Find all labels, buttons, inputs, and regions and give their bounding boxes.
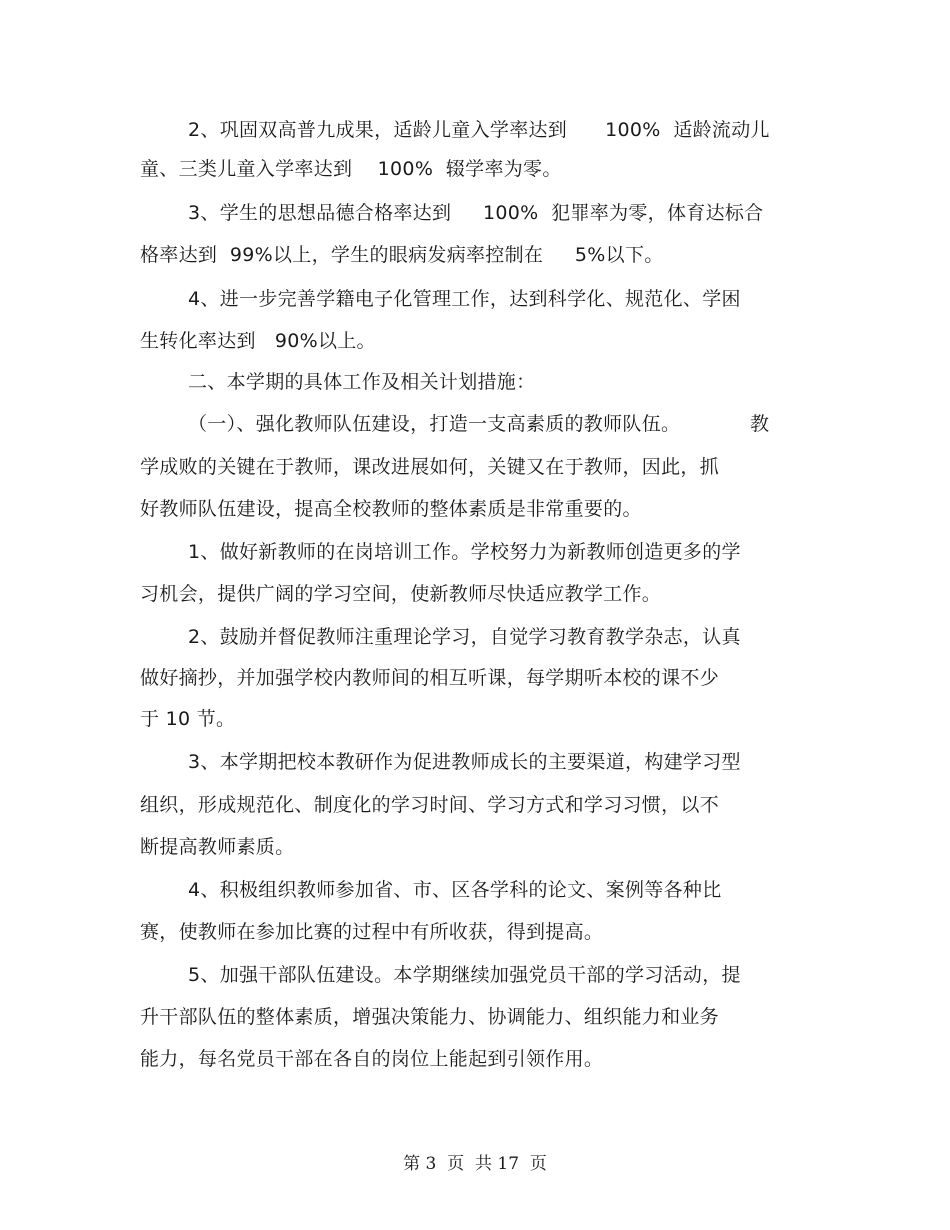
paragraph-line: 组织，形成规范化、制度化的学习时间、学习方式和学习习惯，以不 [140,794,720,816]
section-heading: 二、本学期的具体工作及相关计划措施： [188,371,536,393]
paragraph-line: 赛，使教师在参加比赛的过程中有所收获，得到提高。 [140,921,604,943]
paragraph-line: 生转化率达到 90%以上。 [140,330,376,352]
paragraph-line: 学成败的关键在于教师，课改进展如何，关键又在于教师，因此，抓 [140,456,720,478]
paragraph-line: 好教师队伍建设，提高全校教师的整体素质是非常重要的。 [140,498,642,520]
paragraph-line: 断提高教师素质。 [140,836,295,858]
paragraph-line: 做好摘抄，并加强学校内教师间的相互听课，每学期听本校的课不少 [140,667,720,689]
page-number-footer: 第 3 页 共 17 页 [403,1154,547,1174]
paragraph-line: 2、巩固双高普九成果，适龄儿童入学率达到 100% 适龄流动儿 [188,119,770,141]
paragraph-line: 能力，每名党员干部在各自的岗位上能起到引领作用。 [140,1048,604,1070]
paragraph-line: 习机会，提供广阔的学习空间，使新教师尽快适应教学工作。 [140,583,662,605]
paragraph-line: 1、做好新教师的在岗培训工作。学校努力为新教师创造更多的学 [188,541,741,563]
paragraph-line: 4、进一步完善学籍电子化管理工作，达到科学化、规范化、学困 [188,288,741,310]
subsection-heading: （一）、强化教师队伍建设，打造一支高素质的教师队伍。 教 [188,413,770,435]
paragraph-line: 童、三类儿童入学率达到 100% 辍学率为零。 [140,158,562,180]
paragraph-line: 3、学生的思想品德合格率达到 100% 犯罪率为零，体育达标合 [188,202,764,224]
paragraph-line: 3、本学期把校本教研作为促进教师成长的主要渠道，构建学习型 [188,751,741,773]
paragraph-line: 于 10 节。 [140,708,236,730]
paragraph-line: 5、加强干部队伍建设。本学期继续加强党员干部的学习活动，提 [188,964,741,986]
paragraph-line: 4、积极组织教师参加省、市、区各学科的论文、案例等各种比 [188,879,722,901]
paragraph-line: 2、鼓励并督促教师注重理论学习，自觉学习教育教学杂志，认真 [188,626,741,648]
paragraph-line: 升干部队伍的整体素质，增强决策能力、协调能力、组织能力和业务 [140,1006,720,1028]
paragraph-line: 格率达到 99%以上，学生的眼病发病率控制在 5%以下。 [140,244,664,266]
